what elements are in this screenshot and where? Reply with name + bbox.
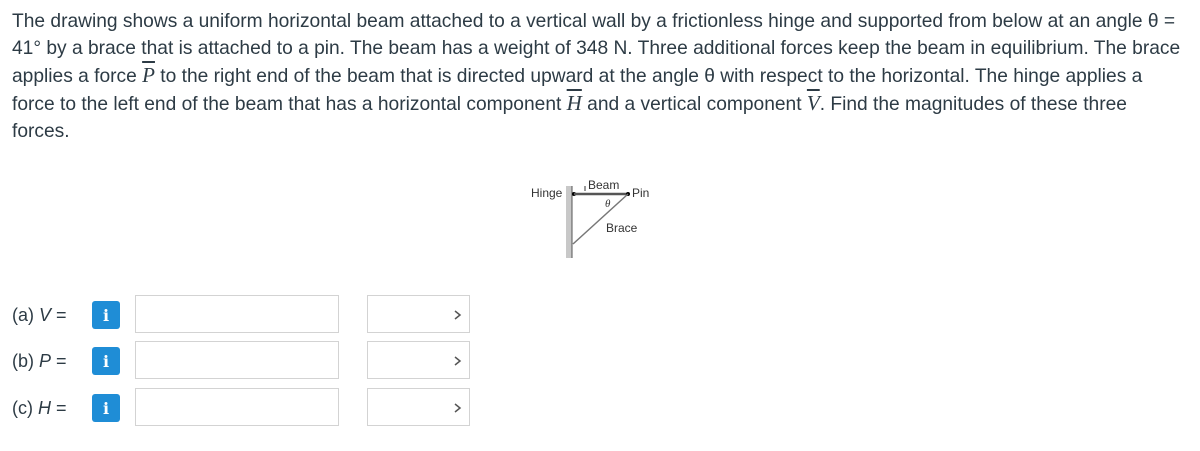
- answer-row-h: [12, 388, 110, 428]
- beam-label: Beam: [588, 178, 620, 192]
- vector-v-symbol: $\overline{V}$: [806, 91, 820, 115]
- answer-row-v: [12, 295, 110, 335]
- unit-select-p[interactable]: [367, 341, 470, 379]
- theta-label: θ: [605, 198, 611, 210]
- brace-line: [573, 194, 628, 244]
- answer-label-v: (a) V =: [12, 304, 67, 325]
- answer-label-p: (b) P =: [12, 350, 67, 371]
- answer-input-p[interactable]: [135, 341, 339, 379]
- chevron-down-icon: [453, 401, 463, 415]
- vector-p-symbol: $\overline{P}$: [142, 63, 155, 87]
- beam-diagram: [528, 172, 663, 262]
- chevron-down-icon: [453, 354, 463, 368]
- unit-select-h[interactable]: [367, 388, 470, 426]
- wall: [566, 186, 572, 258]
- info-icon[interactable]: i: [92, 347, 120, 375]
- question-part-4: . Find the magnitudes of these three forces.: [12, 94, 1127, 142]
- chevron-down-icon: [453, 308, 463, 322]
- answer-input-h[interactable]: [135, 388, 339, 426]
- info-icon[interactable]: i: [92, 394, 120, 422]
- vector-h-symbol: $\overline{H}$: [566, 91, 582, 115]
- question-part-1: The drawing shows a uniform horizontal beam attached to a vertical wall by a frictionless hinge and supported from below at an angle θ = 41° by a brace that is attached to a pin. The beam has a weight of 348 N. Three additional forces keep the beam in equilibrium. The brace applies a force: [12, 11, 1181, 87]
- hinge-label: Hinge: [531, 186, 563, 200]
- question-part-3: and a vertical component: [581, 94, 807, 115]
- brace-label: Brace: [606, 221, 638, 235]
- info-icon[interactable]: i: [92, 301, 120, 329]
- pin-label: Pin: [632, 186, 650, 200]
- question-part-2: to the right end of the beam that is directed upward at the angle θ with respect to the horizontal. The hinge applies a force to the left end of the beam that has a horizontal component: [12, 66, 1143, 115]
- answer-row-p: [12, 341, 110, 381]
- answer-input-v[interactable]: [135, 295, 339, 333]
- question-text: [12, 8, 1188, 145]
- unit-select-v[interactable]: [367, 295, 470, 333]
- answer-label-h: (c) H =: [12, 397, 67, 418]
